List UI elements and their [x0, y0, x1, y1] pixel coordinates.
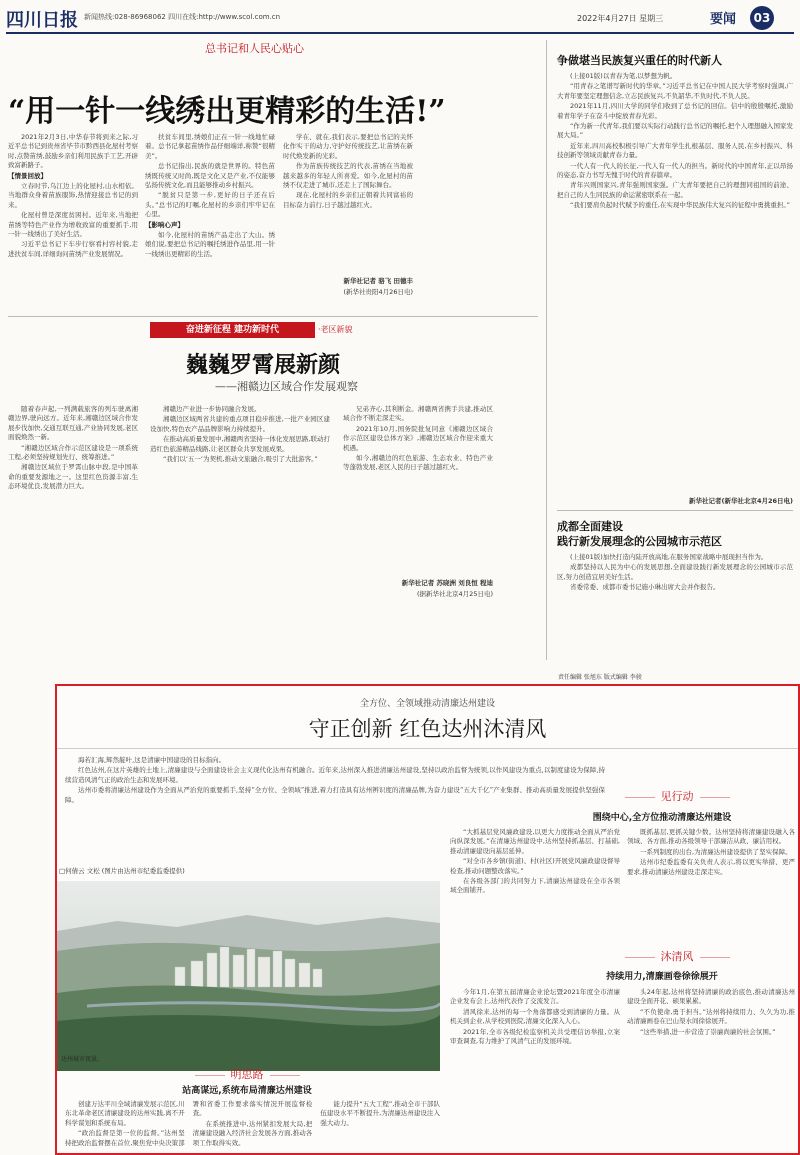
city-photo-image: [57, 881, 440, 1071]
chengdu-headline-line2: 践行新发展理念的公园城市示范区: [557, 535, 722, 548]
paragraph: 海若汇海,辉然靛叶,这是清廉中国建设的目标指向。: [78, 756, 226, 764]
lead-kicker: 总书记和人民心贴心: [205, 42, 304, 55]
chengdu-headline-line1: 成都全面建设: [557, 520, 623, 533]
paragraph: 既抓基层,更抓关键少数。达州坚持将清廉建设融入各领域、各方面,推动各级领导干部廉洁从政、廉洁用权。: [627, 828, 795, 846]
paragraph: 在系统推进中,达州紧扣发展大局,把清廉建设融入经济社会发展各方面,推动各项工作取得实效。: [192, 1119, 313, 1147]
section-subtitle-action: 围绕中心,全方位推动清廉达州建设: [592, 813, 732, 823]
paragraph: 省委常委、成都市委书记施小琳出席大会并作报告。: [570, 583, 720, 592]
feature-section: [55, 684, 800, 1155]
lead-byline: 新华社记者 骆飞 田德丰: [343, 277, 413, 285]
page-number: 03: [750, 6, 774, 30]
paragraph: 湘赣边产业进一步协同融合发展。: [163, 405, 261, 413]
paragraph: 如今,湘赣边的红色旅游、生态农业、特色产业等蓬勃发展,老区人民的日子越过越红火。: [343, 454, 493, 472]
paragraph: 创建万达平川全域清廉发展示范区,川东北革命老区清廉建设的达州实践,离不开科学谋划和系统布局。: [65, 1100, 185, 1127]
paragraph: 兄弟齐心,其利断金。湘赣两省携手共建,推动区域合作不断走深走实。: [343, 405, 493, 423]
paragraph: “作为新一代青年,我们要以实际行动践行总书记的嘱托,把个人理想融入国家发展大局。”: [557, 122, 793, 140]
paragraph: 湘赣边区域两省共建的重点项目稳步推进,一批产业园区建设加快,特色农产品品牌影响力持续提升。: [150, 415, 330, 433]
paragraph: “我们以‘五一’为契机,推动文旅融合,吸引了大批游客。”: [163, 455, 318, 464]
paragraph: 在各级各部门的共同努力下,清廉达州建设在全市各领域全面铺开。: [450, 877, 620, 895]
section-label-path: 明思路: [147, 1066, 347, 1082]
paragraph: 学在、就在,我们表示,要把总书记的关怀化作实干的动力,守护好传统技艺,让苗绣在新时代焕发新的光彩。: [283, 133, 413, 160]
series-tag: ·老区新貌: [318, 325, 353, 334]
paragraph: “政治监督是第一位的监督。”达州坚持把政治监督摆在首位,聚焦党中央决策部署和省委工作要求落实情况开展监督检查。: [65, 1100, 313, 1147]
feature-title: 守正创新 红色达州沐清风: [308, 717, 547, 741]
section-subtitle-path: 站高谋远,系统布局清廉达州建设: [182, 1086, 312, 1096]
paragraph: 湘赣边区域位于罗霄山脉中段,是中国革命的重要发源地之一。这里红色资源丰富,生态环境优良,发展潜力巨大。: [8, 463, 138, 491]
paragraph: 随着春声起,一列满载旅客的列车驶离湘赣边界,驶向远方。近年来,湘赣边区域合作发展步伐加快,交通互联互通,产业协同发展,老区面貌焕然一新。: [8, 405, 138, 442]
paragraph: “这些举措,进一步营造了崇廉尚廉的社会氛围。”: [640, 1027, 776, 1036]
section-subtitle-breeze: 持续用力,清廉画卷徐徐展开: [606, 972, 718, 982]
divider: [57, 748, 798, 749]
second-column-3: [343, 405, 493, 573]
series-label: 奋进新征程 建功新时代: [150, 322, 315, 338]
feature-kicker: 全方位、全领域推动清廉达州建设: [359, 699, 495, 709]
paragraph: (上接01版)加快打造内陆开放高地,在服务国家战略中展现担当作为。: [570, 553, 768, 561]
paragraph: “湘赣边区域合作示范区建设是一项系统工程,必须坚持规划先行、统筹推进。”: [8, 443, 138, 462]
paragraph: 清风徐来,达州的每一个角落都感受到清廉的力量。从机关到企业,从学校到医院,清廉文化深入人心。: [450, 1007, 620, 1026]
second-byline: 新华社记者 苏晓洲 刘良恒 程迪: [401, 579, 493, 587]
paragraph: 一代人有一代人的长征,一代人有一代人的担当。新时代的中国青年,正以昂扬的姿态,奋力书写无愧于时代的青春篇章。: [557, 161, 793, 180]
lead-column-2: [145, 133, 275, 311]
right-headline: 争做堪当民族复兴重任的时代新人: [557, 54, 722, 67]
paragraph: 习近平总书记下车步行察看村容村貌,走进扶贫车间,详细询问苗绣产业发展情况。: [8, 240, 138, 258]
paragraph: 一系列制度的出台,为清廉达州建设提供了坚实保障。: [640, 847, 792, 856]
second-headline: 巍巍罗霄展新颜: [186, 352, 341, 378]
right-column: [557, 72, 793, 492]
section-label: 要闻: [710, 12, 737, 27]
paragraph: 2021年11月,四川大学的同学们收到了总书记的回信。信中的殷殷嘱托,激励着青年学子在奋斗中绽放青春光彩。: [557, 102, 793, 120]
second-subhead: ——湘赣边区域合作发展观察: [215, 380, 358, 393]
paragraph: 总书记指出,民族的就是世界的。特色苗绣既传统又时尚,既是文化又是产业,不仅能够弘扬传统文化,而且能够推动乡村振兴。: [145, 162, 275, 190]
lead-column-1: [8, 133, 138, 311]
paragraph: 近年来,四川高校积极引导广大青年学生扎根基层、服务人民,在乡村振兴、科技创新等领域贡献青春力量。: [557, 141, 793, 160]
paragraph: 2021年2月3日,中华春节将到来之际,习近平总书记到贵州省毕节市黔西县化屋村考察时,点赞苗绣,鼓励乡亲们利用民族手工艺,开辟致富新路子。: [8, 133, 138, 170]
paragraph: “大抓基层党风廉政建设,以更大力度推动全面从严治党向纵深发展。”在清廉达州建设中,达州坚持抓基层、打基础,推动清廉建设向基层延伸。: [450, 828, 620, 855]
breeze-column-2: [627, 988, 795, 1152]
paragraph: 能力提升“五大工程”,推动全市干部队伍建设水平不断提升,为清廉达州建设注入强大动力。: [320, 1100, 440, 1127]
city-aerial-photo: [57, 881, 440, 1071]
page-header: [6, 6, 794, 34]
photo-credit: □何倩云 文松 (图片由达州市纪委监委提供): [59, 867, 185, 875]
subheading: 【情景回放】: [8, 171, 47, 180]
paragraph: 立春时节,乌江边上的化屋村,山水相依。当地群众身着苗族服饰,热情迎接总书记的到来。: [8, 182, 138, 209]
second-column-1: [8, 405, 138, 600]
paragraph: “我们要肩负起时代赋予的重任,在实现中华民族伟大复兴的征程中勇挑重担。”: [570, 201, 791, 210]
photo-caption: 达州城市夜景。: [61, 1056, 104, 1063]
paragraph: 如今,化屋村的苗绣产品走出了大山。绣娘们说,要把总书记的嘱托绣进作品里,用一针一线绣出更精彩的生活。: [145, 231, 275, 258]
paragraph: 2021年10月,国务院批复同意《湘赣边区域合作示范区建设总体方案》,湘赣边区域合作迎来重大机遇。: [343, 424, 493, 452]
paragraph: 化屋村曾是深度贫困村。近年来,当地把苗绣等特色产业作为增收致富的重要抓手,用一针一线绣出了美好生活。: [8, 211, 138, 239]
lead-column-3: [283, 133, 413, 273]
page-editors: 责任编辑 张旭东 版式编辑 李骏: [558, 674, 642, 681]
lead-dateline: (新华社贵阳4月26日电): [343, 288, 413, 296]
paragraph: 头24年起,达州将坚持清廉的政治底色,推动清廉达州建设全面开花、硕果累累。: [627, 988, 795, 1006]
paragraph: 作为苗族传统技艺的代表,苗绣在当地被越来越多的年轻人所喜爱。如今,化屋村的苗绣不仅走进了城市,还走上了国际舞台。: [283, 162, 413, 190]
right-byline: 新华社记者(新华社北京4月26日电): [688, 497, 793, 505]
paragraph: “不负使命,勇于担当。”达州将持续用力、久久为功,推动清廉画卷在巴山渠水间徐徐展开。: [627, 1007, 795, 1026]
lead-headline: “用一针一线绣出更精彩的生活!”: [8, 94, 446, 129]
subheading: 【影响心声】: [145, 220, 184, 229]
paragraph: 2021年,全市各级纪检监察机关共受理信访举报,立案审查调查,有力维护了风清气正的发展环境。: [450, 1027, 620, 1046]
paragraph: 扶贫车间里,绣娘们正在一针一线地忙碌着。总书记拿起苗绣作品仔细端详,称赞“很精美”。: [145, 133, 275, 160]
divider: [8, 316, 538, 317]
path-column: [65, 1100, 440, 1152]
second-dateline: (据新华社北京4月25日电): [417, 590, 493, 598]
paragraph: 今年1月,在第五届清廉企业论坛暨2021年度全市清廉企业发布会上,达州代表作了交流发言。: [450, 988, 620, 1006]
column-divider: [546, 40, 547, 660]
paragraph: 现在,化屋村的乡亲们正朝着共同富裕的目标奋力前行,日子越过越红火。: [283, 191, 413, 209]
paragraph: (上接01版)以青春为笔,以梦想为帆。: [570, 72, 677, 80]
news-hotline: 新闻热线:028-86968062 四川在线:http://www.scol.com.cn: [84, 13, 281, 21]
issue-date: 2022年4月27日 星期三: [577, 14, 664, 23]
breeze-column-1: [450, 988, 620, 1152]
paragraph: 达州市委将清廉达州建设作为全面从严治党的重要抓手,坚持“全方位、全领域”推进,着力打造具有达州辨识度的清廉品牌,为奋力建设“五大千亿”产业集群、推动高质量发展提供坚强保障。: [65, 786, 605, 804]
paragraph: 成都坚持以人民为中心的发展思想,全面建设践行新发展理念的公园城市示范区,努力创造宜居美好生活。: [557, 563, 793, 581]
section-label-action: 见行动: [577, 788, 777, 804]
paragraph: “脱贫只是第一步,更好的日子还在后头。”总书记的叮嘱,化屋村的乡亲们牢牢记在心里。: [145, 191, 275, 219]
series-band: [150, 322, 360, 338]
divider: [557, 510, 793, 511]
chengdu-column: [557, 553, 793, 658]
paragraph: 青年兴则国家兴,青年强则国家强。广大青年要把自己的理想同祖国的前途、把自己的人生同民族的命运紧密联系在一起。: [557, 181, 793, 199]
paragraph: “对全市各乡镇(街道)、村(社区)开展党风廉政建设督导检查,推动问题整改落实。”: [450, 857, 620, 875]
second-column-2: [150, 405, 330, 600]
paragraph: 红色达州,在这片英雄的土地上,清廉建设与全面建设社会主义现代化达州有机融合。近年来,达州深入推进清廉达州建设,坚持以政治监督为统领,以作风建设为重点,以制度建设为保障,持续营造风清气正的政治生态和发展环境。: [65, 766, 605, 784]
section-label-breeze: 沐清风: [577, 948, 777, 964]
masthead-logo: 四川日报: [6, 10, 78, 31]
paragraph: “用青春之笔谱写新时代的华章。”习近平总书记在中国人民大学考察时强调,广大青年要坚定理想信念,立志民族复兴,不负韶华,不负时代,不负人民。: [557, 82, 793, 100]
paragraph: 达州市纪委监委有关负责人表示,将以更实举措、更严要求,推动清廉达州建设走深走实。: [627, 858, 795, 876]
paragraph: 在推动高质量发展中,湘赣两省坚持一体化发展思路,联动打造红色旅游精品线路,让老区群众共享发展成果。: [150, 435, 330, 453]
